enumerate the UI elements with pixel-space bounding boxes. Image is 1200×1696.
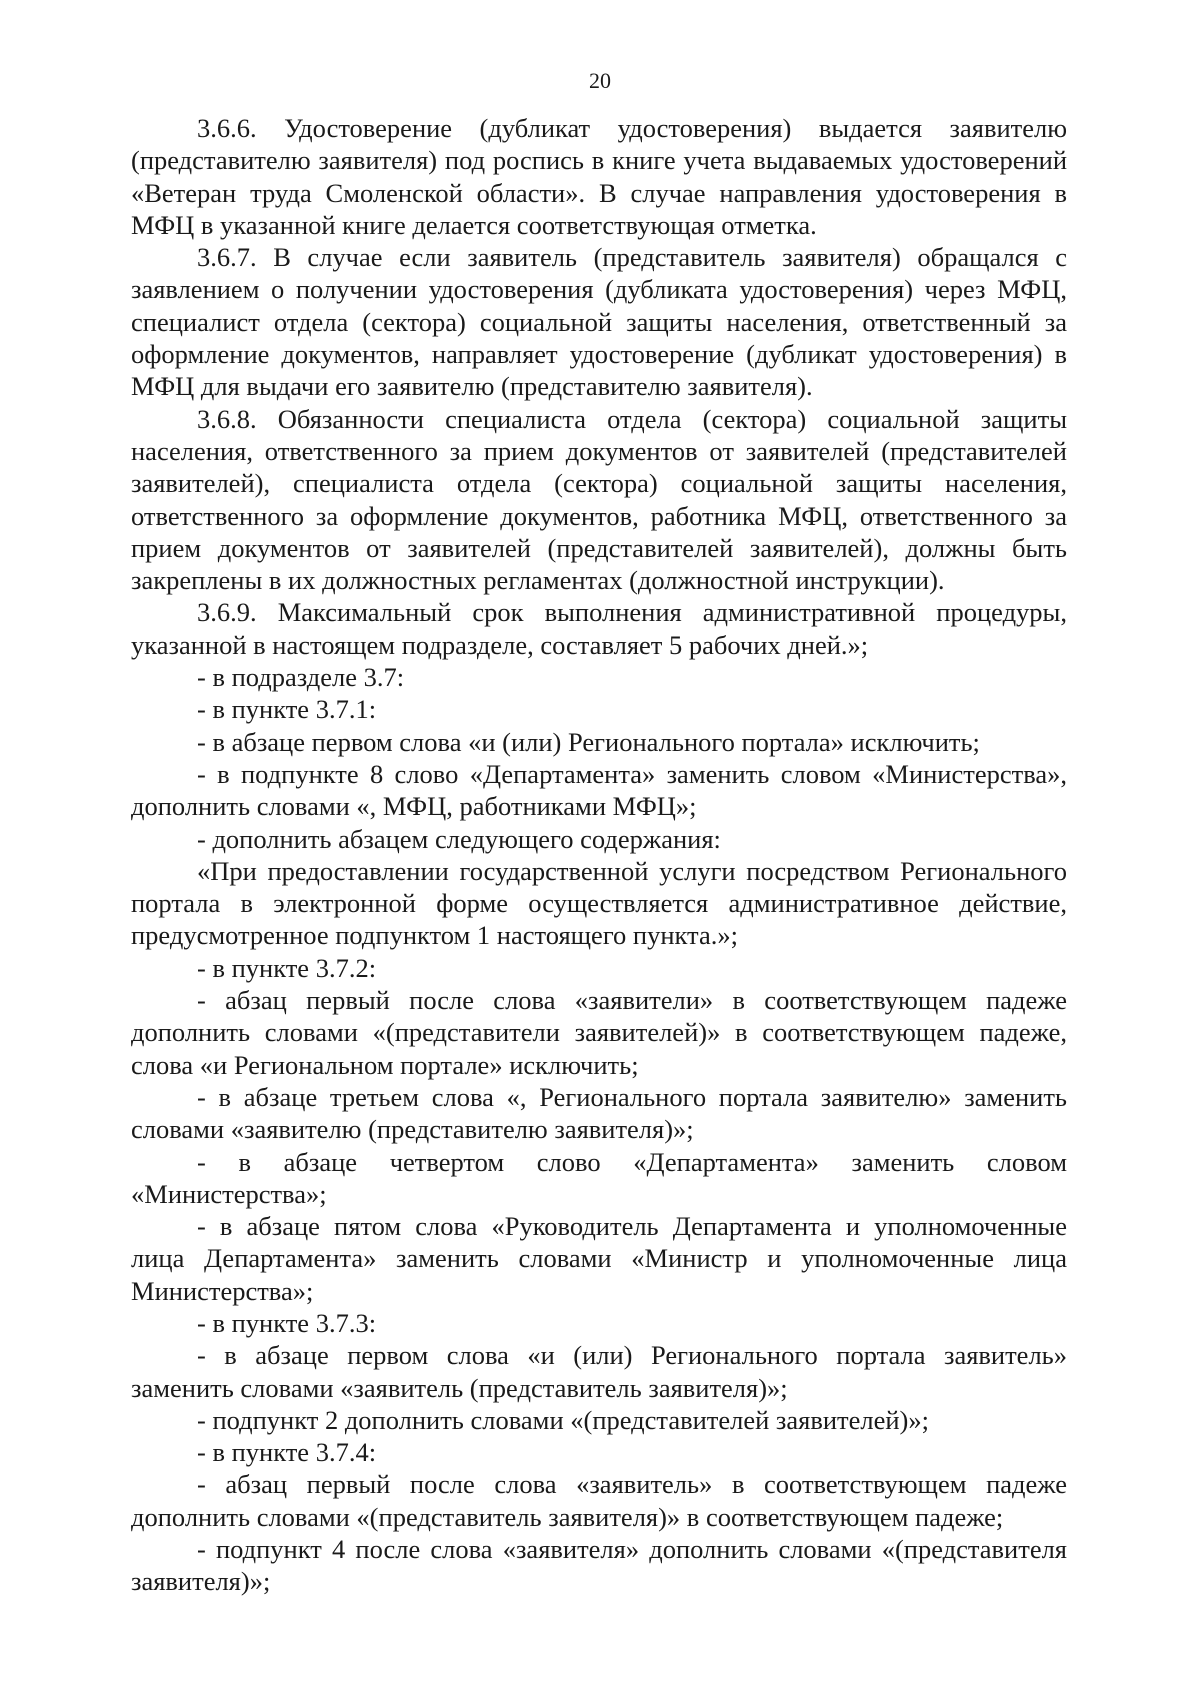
- amendment-paragraph: - дополнить абзацем следующего содержания:: [197, 823, 721, 854]
- document-body: [131, 112, 1067, 1598]
- amendment-subsection-3-7: - в подразделе 3.7:: [197, 662, 405, 693]
- amendment-paragraph: - в абзаце первом слова «и (или) Регионального портала заявитель» заменить словами «заявитель (представитель заявителя)»;: [131, 1340, 1067, 1403]
- amendment-paragraph: - в подпункте 8 слово «Департамента» заменить словом «Министерства», дополнить словами «, МФЦ, работниками МФЦ»;: [131, 758, 1067, 822]
- amendment-paragraph: - абзац первый после слова «заявители» в соответствующем падеже дополнить словами «(представители заявителей)» в соответствующем падеже, слова «и Региональном портале» исключить;: [131, 985, 1067, 1080]
- paragraph-3-6-9: 3.6.9. Максимальный срок выполнения административной процедуры, указанной в настоящем подразделе, составляет 5 рабочих дней.»;: [131, 597, 1067, 660]
- amendment-item-3-7-3: - в пункте 3.7.3:: [197, 1307, 377, 1338]
- amendment-paragraph: - в абзаце первом слова «и (или) Регионального портала» исключить;: [197, 726, 980, 757]
- paragraph-3-6-7: 3.6.7. В случае если заявитель (представитель заявителя) обращался с заявлением о получении удостоверения (дубликата удостоверения) через МФЦ, специалист отдела (сектора) социальной защиты населения, ответственный за оформление документов, направляет удостоверение (дубликат удостоверения) в МФЦ для выдачи его заявителю (представителю заявителя).: [131, 242, 1067, 402]
- amendment-paragraph: - подпункт 4 после слова «заявителя» дополнить словами «(представителя заявителя)»;: [131, 1534, 1067, 1597]
- paragraph-3-6-8: 3.6.8. Обязанности специалиста отдела (сектора) социальной защиты населения, ответственного за прием документов от заявителей (представителей заявителей), специалиста отдела (сектора) социальной защиты населения, ответственного за оформление документов, работника МФЦ, ответственного за прием документов от заявителей (представителей заявителей), должны быть закреплены в их должностных регламентах (должностной инструкции).: [131, 403, 1067, 596]
- amendment-paragraph: - подпункт 2 дополнить словами «(представителей заявителей)»;: [197, 1404, 929, 1435]
- amendment-item-3-7-2: - в пункте 3.7.2:: [197, 952, 377, 983]
- amendment-paragraph: - абзац первый после слова «заявитель» в соответствующем падеже дополнить словами «(представитель заявителя)» в соответствующем падеже;: [131, 1469, 1067, 1532]
- quoted-addition: «При предоставлении государственной услуги посредством Регионального портала в электронной форме осуществляется административное действие, предусмотренное подпунктом 1 настоящего пункта.»;: [131, 855, 1067, 951]
- amendment-paragraph: - в абзаце третьем слова «, Регионального портала заявителю» заменить словами «заявителю (представителю заявителя)»;: [131, 1081, 1067, 1145]
- amendment-paragraph: - в абзаце четвертом слово «Департамента» заменить словом «Министерства»;: [131, 1146, 1067, 1209]
- amendment-item-3-7-4: - в пункте 3.7.4:: [197, 1437, 377, 1468]
- amendment-paragraph: - в абзаце пятом слова «Руководитель Департамента и уполномоченные лица Департамента» заменить словами «Министр и уполномоченные лица Министерства»;: [131, 1211, 1067, 1306]
- paragraph-3-6-6: 3.6.6. Удостоверение (дубликат удостоверения) выдается заявителю (представителю заявителя) под роспись в книге учета выдаваемых удостоверений «Ветеран труда Смоленской области». В случае направления удостоверения в МФЦ в указанной книге делается соответствующая отметка.: [131, 113, 1067, 240]
- page-number: 20: [589, 68, 611, 93]
- amendment-item-3-7-1: - в пункте 3.7.1:: [197, 694, 377, 725]
